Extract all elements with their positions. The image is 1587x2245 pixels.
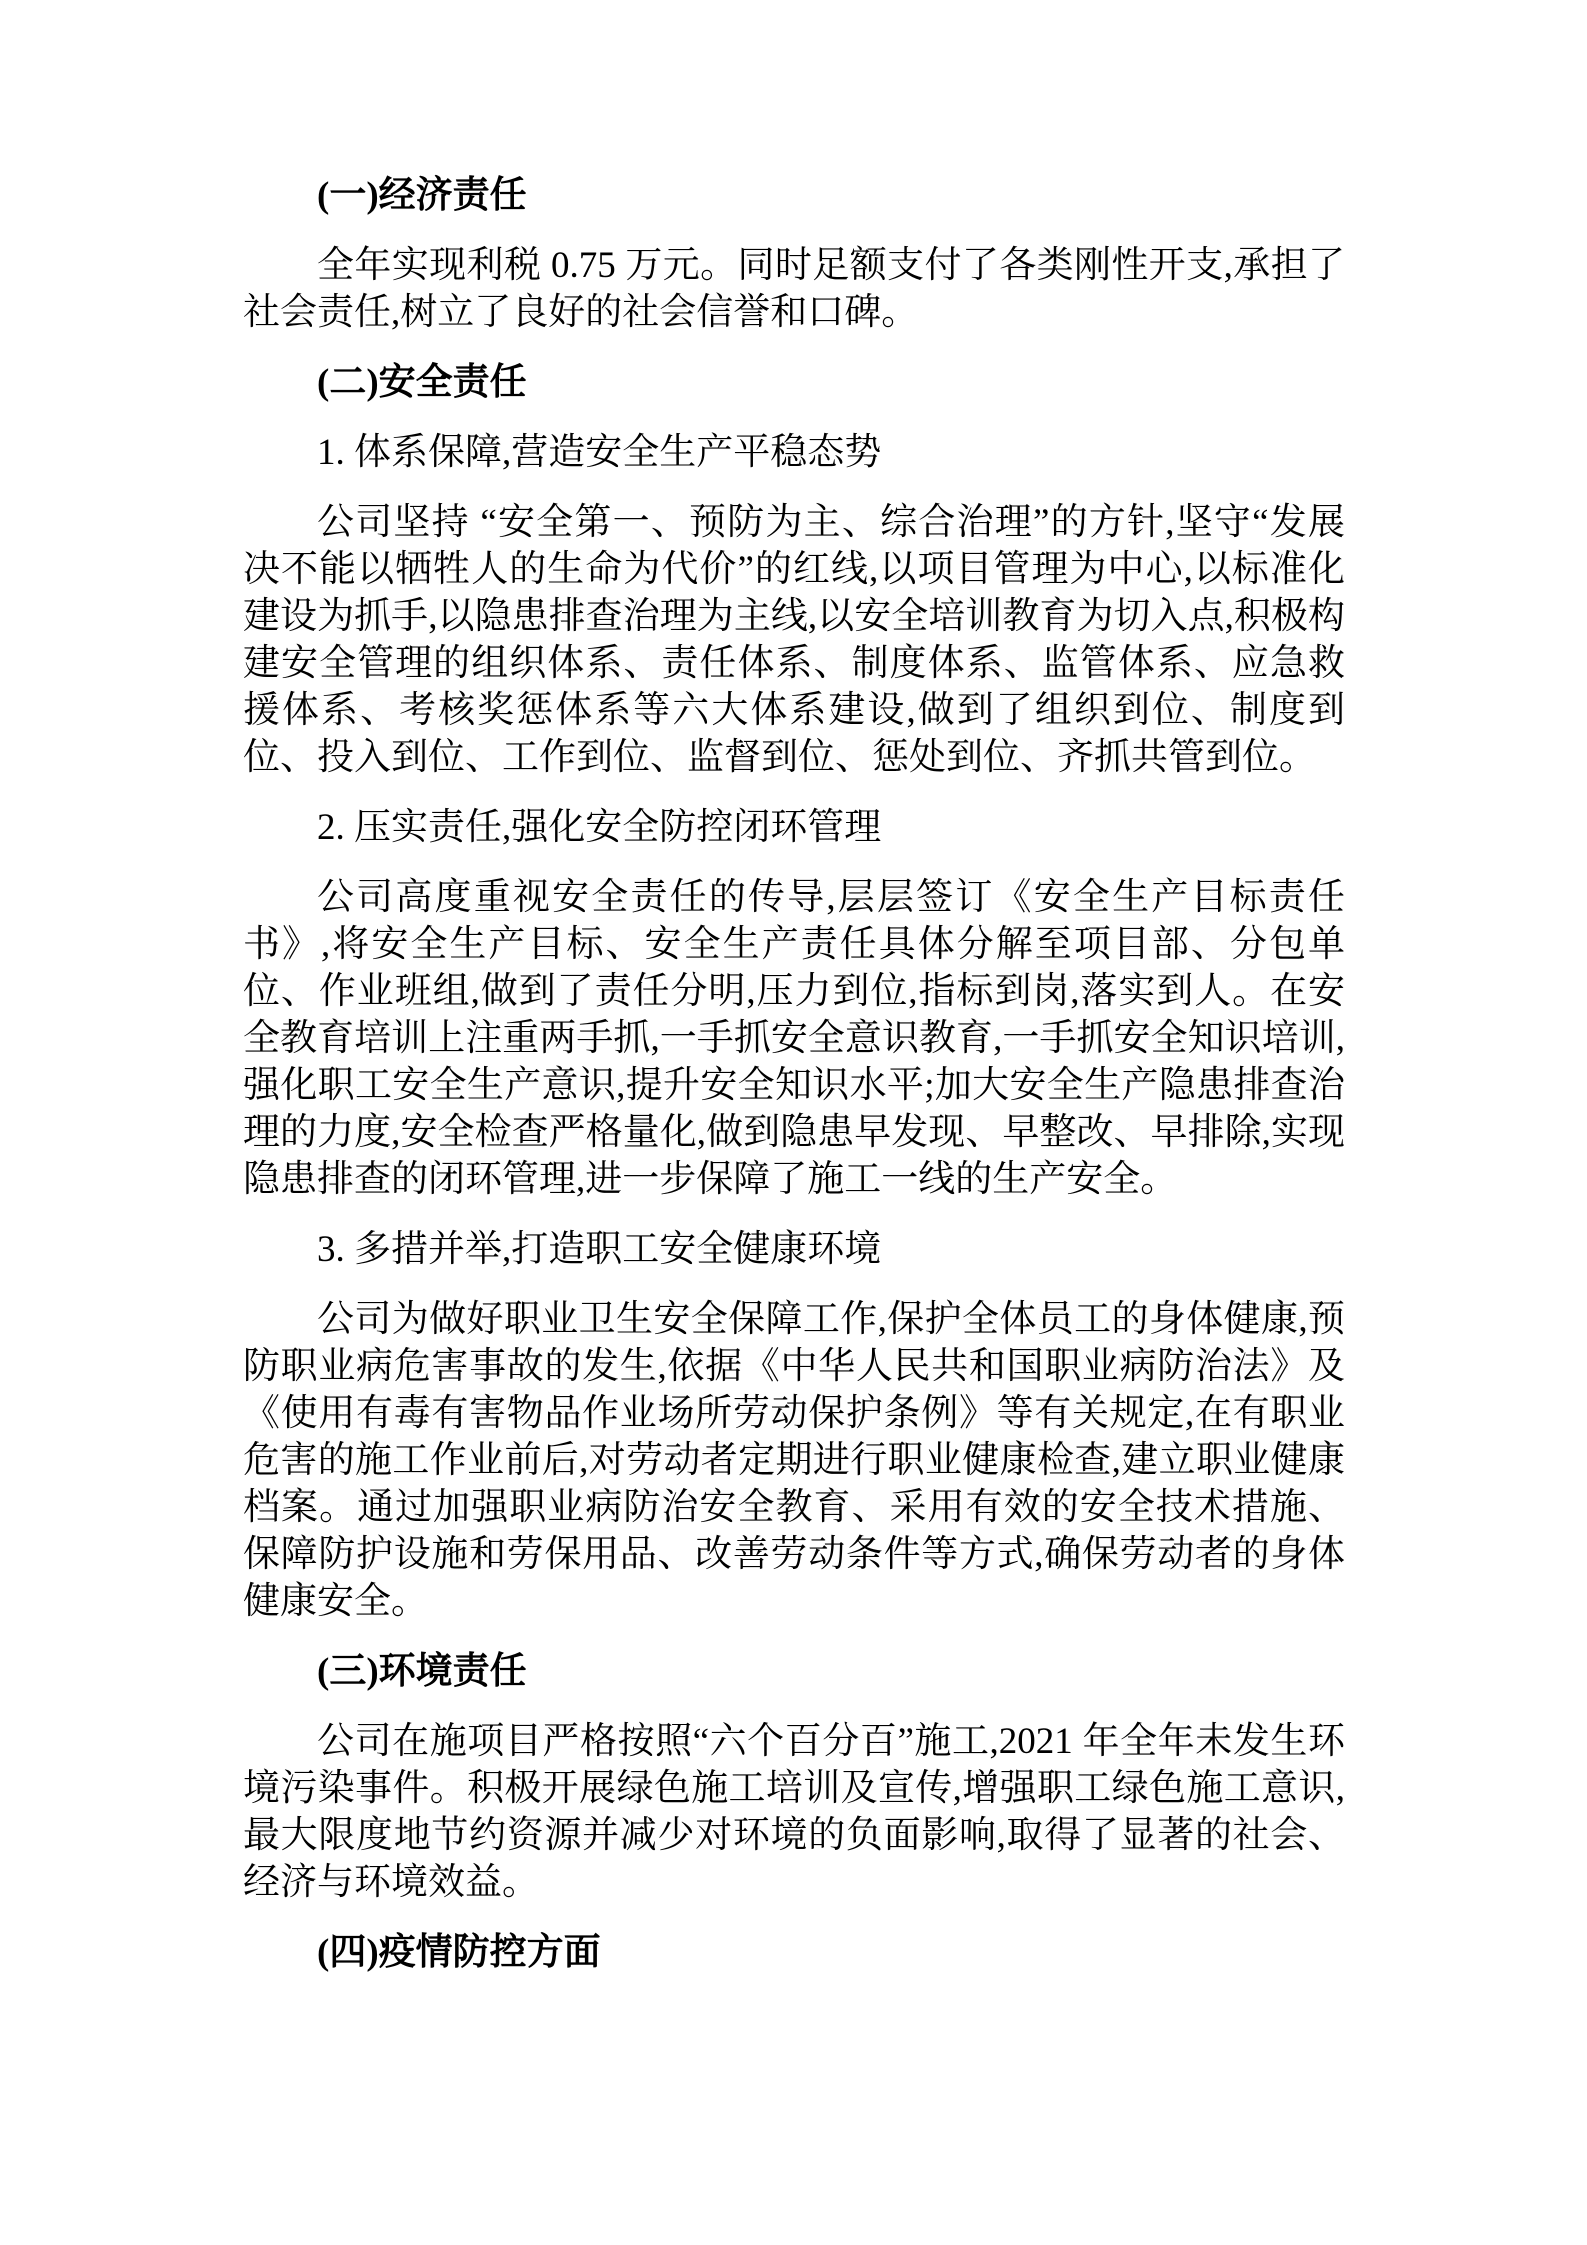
body-paragraph: 公司在施项目严格按照“六个百分百”施工,2021 年全年未发生环境污染事件。积极开展绿色施工培训及宣传,增强职工绿色施工意识,最大限度地节约资源并减少对环境的负面影响,取得了显著的社会、经济与环境效益。 <box>243 1721 1345 1903</box>
body-paragraph: 公司坚持 “安全第一、预防为主、综合治理”的方针,坚守“发展决不能以牺牲人的生命为代价”的红线,以项目管理为中心,以标准化建设为抓手,以隐患排查治理为主线,以安全培训教育为切入点,积极构建安全管理的组织体系、责任体系、制度体系、监管体系、应急救援体系、考核奖惩体系等六大体系建设,做到了组织到位、制度到位、投入到位、工作到位、监督到位、惩处到位、齐抓共管到位。 <box>243 502 1345 778</box>
numbered-subheading: 3. 多措并举,打造职工安全健康环境 <box>317 1229 882 1270</box>
section-heading: (一)经济责任 <box>317 175 527 216</box>
body-paragraph: 全年实现利税 0.75 万元。同时足额支付了各类刚性开支,承担了社会责任,树立了良好的社会信誉和口碑。 <box>243 245 1345 333</box>
body-paragraph: 公司高度重视安全责任的传导,层层签订《安全生产目标责任书》,将安全生产目标、安全生产责任具体分解至项目部、分包单位、作业班组,做到了责任分明,压力到位,指标到岗,落实到人。在安全教育培训上注重两手抓,一手抓安全意识教育,一手抓安全知识培训,强化职工安全生产意识,提升安全知识水平;加大安全生产隐患排查治理的力度,安全检查严格量化,做到隐患早发现、早整改、早排除,实现隐患排查的闭环管理,进一步保障了施工一线的生产安全。 <box>243 877 1345 1200</box>
section-heading: (四)疫情防控方面 <box>317 1932 601 1973</box>
numbered-subheading: 1. 体系保障,营造安全生产平稳态势 <box>317 432 882 473</box>
numbered-subheading: 2. 压实责任,强化安全防控闭环管理 <box>317 807 882 848</box>
section-heading: (二)安全责任 <box>317 362 527 403</box>
body-paragraph: 公司为做好职业卫生安全保障工作,保护全体员工的身体健康,预防职业病危害事故的发生,依据《中华人民共和国职业病防治法》及《使用有毒有害物品作业场所劳动保护条例》等有关规定,在有职业危害的施工作业前后,对劳动者定期进行职业健康检查,建立职业健康档案。通过加强职业病防治安全教育、采用有效的安全技术措施、保障防护设施和劳保用品、改善劳动条件等方式,确保劳动者的身体健康安全。 <box>243 1299 1345 1622</box>
section-heading: (三)环境责任 <box>317 1651 527 1692</box>
